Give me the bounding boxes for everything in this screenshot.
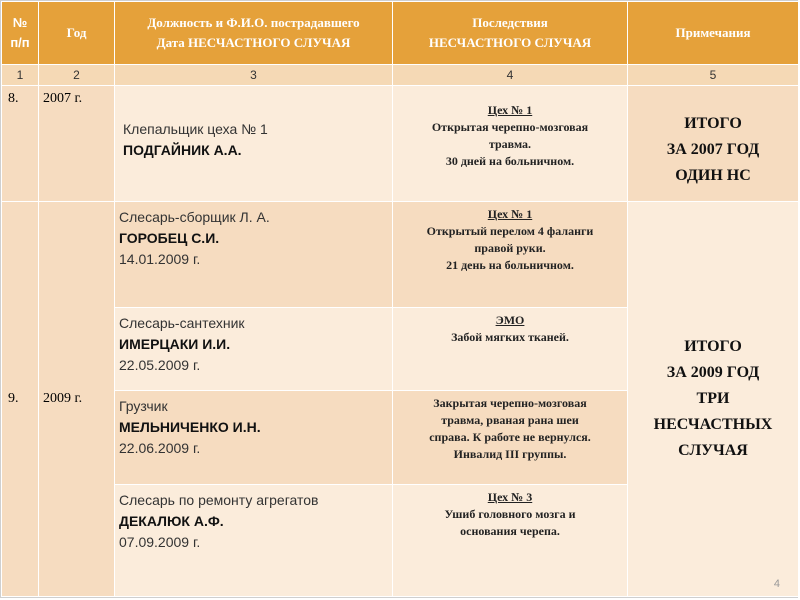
position-cell [115, 485, 393, 597]
consequence-line: 30 дней на больничном. [445, 154, 575, 168]
consequence-line: 21 день на больничном. [446, 258, 574, 272]
header-position-line-1: Должность и Ф.И.О. пострадавшего [147, 15, 360, 30]
table-row-2007 [2, 86, 799, 202]
column-number: 4 [393, 65, 628, 86]
consequence-title: Цех № 1 [487, 103, 533, 117]
person-position: Клепальщик цеха № 1 [123, 121, 268, 137]
consequence-line: Открытый перелом 4 фаланги [426, 224, 594, 238]
row-number: 9. [2, 202, 39, 597]
person-position: Слесарь по ремонту агрегатов [119, 492, 319, 508]
header-position [115, 2, 393, 65]
consequence-line: травма, рваная рана шеи [441, 413, 579, 427]
accident-date: 07.09.2009 г. [119, 534, 201, 550]
person-position: Слесарь-сборщик Л. А. [119, 209, 270, 225]
accident-date: 14.01.2009 г. [119, 251, 201, 267]
position-cell [115, 308, 393, 391]
column-number: 5 [628, 65, 799, 86]
person-position: Слесарь-сантехник [119, 315, 245, 331]
consequence-cell [393, 202, 628, 308]
header-number: № п/п [2, 2, 39, 65]
person-name: ИМЕРЦАКИ И.И. [119, 336, 231, 352]
header-consequences-line-1: Последствия [472, 15, 548, 30]
person-name: МЕЛЬНИЧЕНКО И.Н. [119, 419, 261, 435]
consequence-line: Ушиб головного мозга и [444, 507, 576, 521]
consequence-line: Забой мягких тканей. [451, 330, 569, 344]
position-cell [115, 391, 393, 485]
total-line: НЕСЧАСТНЫХ [653, 416, 773, 433]
consequence-line: правой руки. [474, 241, 546, 255]
row-year: 2009 г. [39, 202, 115, 597]
total-line: ИТОГО [684, 114, 742, 132]
accident-date: 22.06.2009 г. [119, 440, 201, 456]
header-position-line-2: Дата НЕСЧАСТНОГО СЛУЧАЯ [156, 35, 351, 50]
consequence-title: Цех № 1 [487, 207, 533, 221]
column-number: 3 [115, 65, 393, 86]
total-line: СЛУЧАЯ [678, 442, 748, 459]
accident-table [1, 1, 799, 597]
row-number: 8. [2, 86, 39, 202]
consequence-line: Открытая черепно-мозговая [431, 120, 589, 134]
total-line: ЗА 2007 ГОД [666, 140, 760, 158]
consequence-cell [393, 86, 628, 202]
page-number: 4 [773, 578, 780, 590]
row-year: 2007 г. [39, 86, 115, 202]
person-name: ДЕКАЛЮК А.Ф. [119, 513, 224, 529]
consequence-line: основания черепа. [460, 524, 560, 538]
column-number-row [2, 65, 799, 86]
header-notes: Примечания [628, 2, 799, 65]
consequence-line: Закрытая черепно-мозговая [433, 396, 587, 410]
header-row [2, 2, 799, 65]
consequence-line: справа. К работе не вернулся. [429, 430, 591, 444]
position-cell [115, 86, 393, 202]
total-line: ЗА 2009 ГОД [666, 364, 760, 381]
consequence-cell [393, 391, 628, 485]
column-number: 2 [39, 65, 115, 86]
accident-date: 22.05.2009 г. [119, 357, 201, 373]
header-year: Год [39, 2, 115, 65]
consequence-title: ЭМО [495, 313, 525, 327]
total-line: ТРИ [696, 390, 730, 407]
table-row-2009-1 [2, 202, 799, 308]
consequence-title: Цех № 3 [487, 490, 533, 504]
consequence-cell [393, 308, 628, 391]
column-number: 1 [2, 65, 39, 86]
person-name: ПОДГАЙНИК А.А. [123, 142, 242, 158]
consequence-line: Инвалид III группы. [453, 447, 567, 461]
position-cell [115, 202, 393, 308]
total-line: ОДИН НС [675, 166, 751, 184]
total-cell-2009 [628, 202, 799, 597]
person-position: Грузчик [119, 398, 168, 414]
header-consequences [393, 2, 628, 65]
consequence-line: травма. [488, 137, 532, 151]
header-consequences-line-2: НЕСЧАСТНОГО СЛУЧАЯ [428, 35, 592, 50]
total-cell-2007 [628, 86, 799, 202]
consequence-cell [393, 485, 628, 597]
person-name: ГОРОБЕЦ С.И. [119, 230, 220, 246]
total-line: ИТОГО [684, 338, 742, 355]
